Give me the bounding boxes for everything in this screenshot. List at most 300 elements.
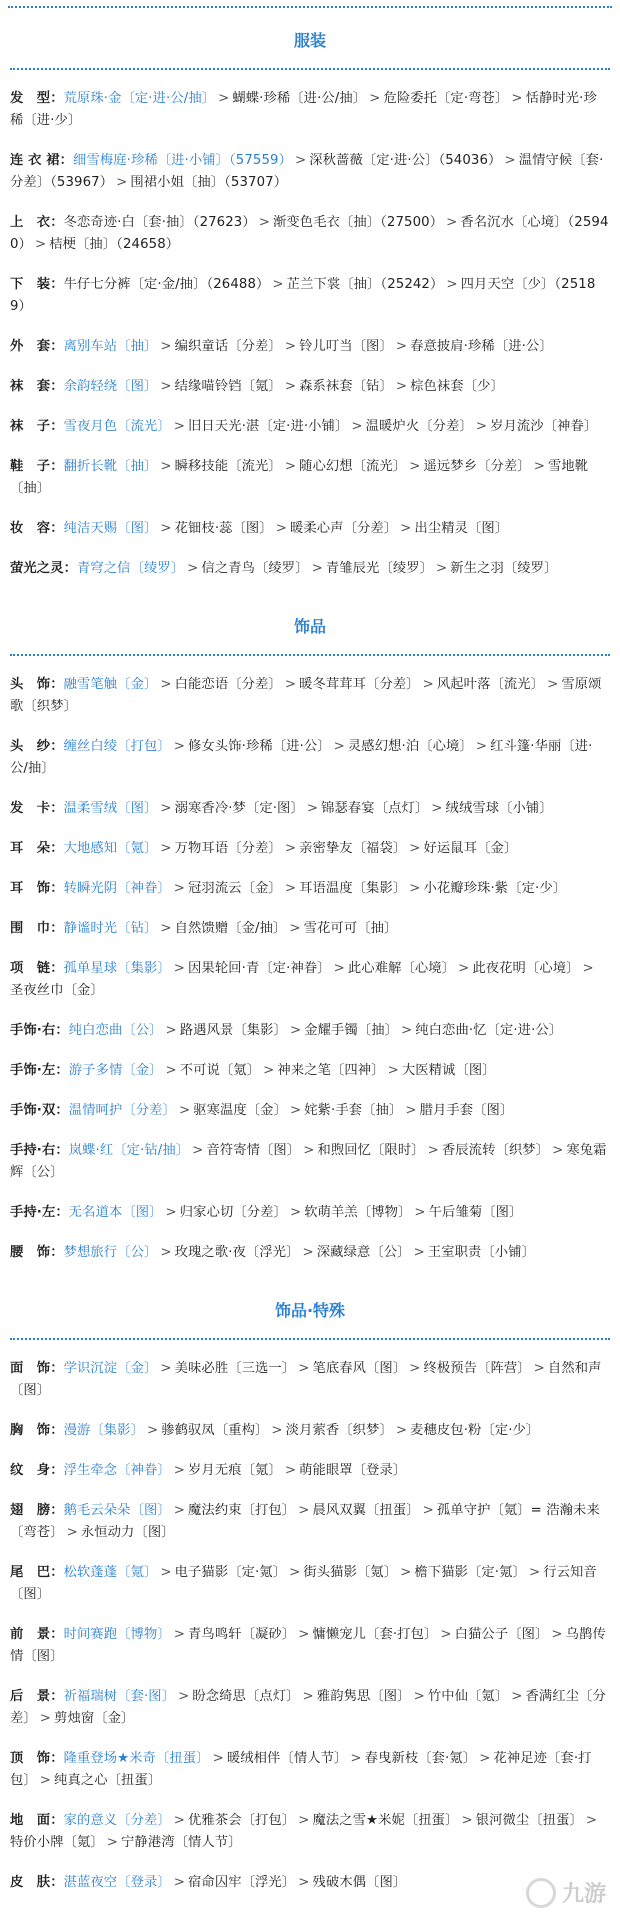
item-row bbox=[10, 958, 610, 1002]
item-row bbox=[10, 1100, 610, 1122]
arrow-separator-icon: > bbox=[160, 521, 172, 536]
item-row bbox=[10, 674, 610, 718]
item-name: 灵感幻想·泊〔心境〕 bbox=[347, 739, 473, 754]
arrow-separator-icon: > bbox=[272, 277, 284, 292]
item-link[interactable]: 学识沉淀〔金〕 bbox=[63, 1361, 158, 1376]
watermark-logo-icon bbox=[526, 1878, 556, 1908]
arrow-separator-icon: > bbox=[413, 1245, 425, 1260]
arrow-separator-icon: > bbox=[289, 1205, 302, 1220]
item-name: 芷兰下裳〔抽〕（25242） bbox=[286, 277, 444, 292]
arrow-separator-icon: > bbox=[409, 841, 421, 856]
item-name: 冠羽流云〔金〕 bbox=[188, 881, 282, 896]
arrow-separator-icon: > bbox=[192, 1143, 204, 1158]
arrow-separator-icon: > bbox=[263, 1063, 275, 1078]
site-watermark bbox=[526, 1877, 606, 1908]
item-name: 随心幻想〔流光〕 bbox=[299, 459, 407, 474]
arrow-separator-icon: > bbox=[284, 1463, 297, 1478]
item-name: 寒兔霜辉〔公〕 bbox=[10, 1143, 607, 1180]
item-name: 春意披肩·珍稀〔进·公〕 bbox=[410, 339, 553, 354]
arrow-separator-icon: > bbox=[422, 677, 434, 692]
arrow-separator-icon: > bbox=[258, 215, 271, 230]
item-name: 金耀手镯〔抽〕 bbox=[304, 1023, 398, 1038]
item-row bbox=[10, 1060, 610, 1082]
item-link[interactable]: 离别车站〔抽〕 bbox=[63, 339, 158, 354]
item-link[interactable]: 大地感知〔氪〕 bbox=[63, 841, 158, 856]
item-row bbox=[10, 558, 610, 580]
arrow-separator-icon: > bbox=[552, 1143, 564, 1158]
item-name: 软萌羊羔〔博物〕 bbox=[304, 1205, 412, 1220]
row-label: 地 面： bbox=[10, 1813, 64, 1828]
row-label: 耳 饰： bbox=[10, 881, 64, 896]
item-link[interactable]: 荒原珠·金〔定·进·公/抽〕 bbox=[63, 91, 216, 106]
item-row bbox=[10, 1020, 610, 1042]
arrow-separator-icon: > bbox=[303, 1143, 315, 1158]
item-link[interactable]: 家的意义〔分差〕 bbox=[63, 1813, 171, 1828]
row-label: 面 饰： bbox=[10, 1361, 64, 1376]
item-name: 冬恋奇迹·白〔套·抽〕（27623） bbox=[63, 215, 256, 230]
arrow-separator-icon: > bbox=[116, 175, 128, 190]
item-name: 蝴蝶·珍稀〔进·公/抽〕 bbox=[232, 91, 367, 106]
arrow-separator-icon: > bbox=[528, 1565, 541, 1580]
item-name: 午后雏菊〔图〕 bbox=[428, 1205, 523, 1220]
arrow-separator-icon: > bbox=[173, 1463, 186, 1478]
item-name: 乌鹊传情〔图〕 bbox=[10, 1627, 606, 1664]
item-name: 纯白恋曲·忆〔定·进·公〕 bbox=[415, 1023, 563, 1038]
arrow-separator-icon: > bbox=[173, 1813, 186, 1828]
arrow-separator-icon: > bbox=[302, 1689, 314, 1704]
item-name: 锦瑟春宴〔点灯〕 bbox=[321, 801, 429, 816]
item-name: 旧日天光·湛〔定·进·小铺〕 bbox=[188, 419, 349, 434]
arrow-separator-icon: > bbox=[298, 1361, 310, 1376]
item-name: 大医精诚〔图〕 bbox=[401, 1063, 496, 1078]
item-name: 雅韵隽思〔图〕 bbox=[316, 1689, 411, 1704]
section-divider bbox=[10, 1338, 610, 1340]
arrow-separator-icon: > bbox=[351, 419, 363, 434]
item-name: 银河微尘〔扭蛋〕 bbox=[475, 1813, 583, 1828]
section bbox=[0, 1282, 620, 1894]
row-label: 顶 饰： bbox=[10, 1751, 64, 1766]
arrow-separator-icon: > bbox=[289, 1565, 301, 1580]
item-name: 雪花可可〔抽〕 bbox=[303, 921, 398, 936]
arrow-separator-icon: > bbox=[284, 881, 297, 896]
item-row bbox=[10, 918, 610, 940]
arrow-separator-icon: > bbox=[146, 1423, 159, 1438]
item-link[interactable]: 湛蓝夜空〔登录〕 bbox=[63, 1875, 171, 1890]
item-link[interactable]: 游子多情〔金〕 bbox=[68, 1063, 163, 1078]
item-link[interactable]: 浮生牵念〔神眷〕 bbox=[63, 1463, 171, 1478]
item-name: 新生之羽〔绫罗〕 bbox=[450, 561, 558, 576]
arrow-separator-icon: > bbox=[160, 339, 172, 354]
item-row bbox=[10, 1686, 610, 1730]
arrow-separator-icon: > bbox=[173, 1503, 186, 1518]
row-label: 外 套： bbox=[10, 339, 64, 354]
section-title: 饰品 bbox=[293, 617, 326, 636]
arrow-separator-icon: > bbox=[271, 1423, 283, 1438]
item-row bbox=[10, 1872, 610, 1894]
arrow-separator-icon: > bbox=[160, 379, 172, 394]
section-title: 服装 bbox=[293, 31, 326, 50]
arrow-separator-icon: > bbox=[400, 521, 412, 536]
arrow-separator-icon: > bbox=[431, 801, 443, 816]
item-name: 不可说〔氪〕 bbox=[179, 1063, 261, 1078]
row-label: 头 纱： bbox=[10, 739, 64, 754]
arrow-separator-icon: > bbox=[395, 379, 408, 394]
arrow-separator-icon: > bbox=[173, 419, 186, 434]
row-label: 腰 饰： bbox=[10, 1245, 64, 1260]
arrow-separator-icon: > bbox=[436, 561, 448, 576]
item-name: 盼念绮思〔点灯〕 bbox=[192, 1689, 300, 1704]
row-label: 手持·右： bbox=[10, 1143, 69, 1158]
watermark-text: 九游 bbox=[561, 1882, 606, 1907]
item-link[interactable]: 细雪梅庭·珍稀〔进·小铺〕（57559） bbox=[73, 153, 293, 168]
arrow-separator-icon: > bbox=[165, 1205, 177, 1220]
arrow-separator-icon: > bbox=[298, 1813, 310, 1828]
row-label: 上 衣： bbox=[10, 215, 64, 230]
arrow-separator-icon: > bbox=[306, 801, 319, 816]
item-name: 香名沉水〔心境〕（25940） bbox=[10, 215, 609, 252]
row-label: 皮 肤： bbox=[10, 1875, 64, 1890]
item-name: 萌能眼罩〔登录〕 bbox=[299, 1463, 407, 1478]
arrow-separator-icon: > bbox=[289, 1103, 302, 1118]
item-link[interactable]: 融雪笔触〔金〕 bbox=[63, 677, 158, 692]
section bbox=[0, 12, 620, 580]
item-name: 修女头饰·珍稀〔进·公〕 bbox=[188, 739, 331, 754]
row-label: 耳 朵： bbox=[10, 841, 64, 856]
row-label: 头 饰： bbox=[10, 677, 64, 692]
item-name: 出尘精灵〔图〕 bbox=[414, 521, 509, 536]
row-label: 袜 套： bbox=[10, 379, 64, 394]
row-label: 发 卡： bbox=[10, 801, 64, 816]
row-label: 连 衣 裙： bbox=[10, 153, 74, 168]
item-name: 驱寒温度〔金〕 bbox=[193, 1103, 287, 1118]
arrow-separator-icon: > bbox=[160, 459, 172, 474]
item-name: 恬静时光·珍稀〔进·少〕 bbox=[10, 91, 597, 128]
arrow-separator-icon: > bbox=[475, 739, 488, 754]
item-link[interactable]: 松软蓬蓬〔氪〕 bbox=[63, 1565, 158, 1580]
arrow-separator-icon: > bbox=[165, 1023, 177, 1038]
item-name: 结缘喵铃铛〔氪〕 bbox=[174, 379, 282, 394]
item-row bbox=[10, 878, 610, 900]
arrow-separator-icon: > bbox=[39, 1773, 52, 1788]
item-name: 姹紫·手套〔抽〕 bbox=[304, 1103, 403, 1118]
item-link[interactable]: 余韵轻绕〔图〕 bbox=[63, 379, 158, 394]
arrow-separator-icon: > bbox=[409, 881, 421, 896]
arrow-separator-icon: > bbox=[284, 339, 297, 354]
arrow-separator-icon: > bbox=[173, 739, 186, 754]
row-label: 后 景： bbox=[10, 1689, 64, 1704]
arrow-separator-icon: > bbox=[585, 1813, 598, 1828]
item-link[interactable]: 温情呵护〔分差〕 bbox=[68, 1103, 176, 1118]
row-label: 鞋 子： bbox=[10, 459, 64, 474]
item-row bbox=[10, 274, 610, 318]
item-name: 暖柔心声〔分差〕 bbox=[289, 521, 398, 536]
item-name: 桔梗〔抽〕（24658） bbox=[49, 237, 180, 252]
item-name: 深秋蔷薇〔定·进·公〕（54036） bbox=[309, 153, 502, 168]
item-name: 魔法之雪★米妮〔扭蛋〕 bbox=[312, 1813, 459, 1828]
item-row bbox=[10, 1202, 610, 1224]
item-link[interactable]: 孤单星球〔集影〕 bbox=[63, 961, 171, 976]
item-row bbox=[10, 1140, 610, 1184]
arrow-separator-icon: > bbox=[401, 1023, 413, 1038]
item-name: 危险委托〔定·弯苍〕 bbox=[383, 91, 509, 106]
arrow-separator-icon: > bbox=[160, 801, 172, 816]
item-name: 万物耳语〔分差〕 bbox=[174, 841, 282, 856]
item-name: 和煦回忆〔限时〕 bbox=[317, 1143, 425, 1158]
item-name: 白能恋语〔分差〕 bbox=[174, 677, 282, 692]
item-name: 小花瓣珍珠·紫〔定·少〕 bbox=[423, 881, 567, 896]
item-name: 圣夜丝巾〔金〕 bbox=[10, 983, 104, 998]
item-link[interactable]: 梦想旅行〔公〕 bbox=[63, 1245, 158, 1260]
item-link[interactable]: 缠丝白绫〔打包〕 bbox=[63, 739, 171, 754]
item-name: 电子猫影〔定·氪〕 bbox=[174, 1565, 287, 1580]
arrow-separator-icon: > bbox=[160, 921, 172, 936]
item-name: 笔底春风〔图〕 bbox=[312, 1361, 407, 1376]
item-name: 晨风双翼〔扭蛋〕 bbox=[312, 1503, 420, 1518]
row-label: 翅 膀： bbox=[10, 1503, 64, 1518]
item-name: 棕色袜套〔少〕 bbox=[410, 379, 504, 394]
item-row bbox=[10, 1624, 610, 1668]
item-row bbox=[10, 1810, 610, 1854]
item-link[interactable]: 纯白恋曲〔公〕 bbox=[68, 1023, 163, 1038]
item-name: 因果轮回·青〔定·神眷〕 bbox=[188, 961, 331, 976]
item-link[interactable]: 静谧时光〔钻〕 bbox=[63, 921, 158, 936]
item-name: 自然和声〔图〕 bbox=[10, 1361, 602, 1398]
item-name: 永恒动力〔图〕 bbox=[80, 1525, 175, 1540]
item-name: 剪烛窗〔金〕 bbox=[54, 1711, 135, 1726]
item-name: 淡月萦香〔织梦〕 bbox=[285, 1423, 393, 1438]
item-name: 森系袜套〔钻〕 bbox=[299, 379, 393, 394]
item-name: 美味必胜〔三选一〕 bbox=[174, 1361, 296, 1376]
arrow-separator-icon: > bbox=[302, 1245, 314, 1260]
item-name: 麦穗皮包·粉〔定·少〕 bbox=[410, 1423, 540, 1438]
item-name: 优雅茶会〔打包〕 bbox=[188, 1813, 296, 1828]
item-row bbox=[10, 1460, 610, 1482]
item-name: 雪原颂歌〔织梦〕 bbox=[10, 677, 602, 714]
item-row bbox=[10, 1242, 610, 1264]
arrow-separator-icon: > bbox=[369, 91, 381, 106]
arrow-separator-icon: > bbox=[284, 841, 297, 856]
section-divider bbox=[10, 68, 610, 70]
section-divider bbox=[10, 654, 610, 656]
item-row bbox=[10, 736, 610, 780]
arrow-separator-icon: > bbox=[395, 339, 408, 354]
item-name: 四月天空〔少〕（25189） bbox=[10, 277, 596, 314]
section bbox=[0, 598, 620, 1264]
item-name: 宿命囚牢〔浮光〕 bbox=[188, 1875, 296, 1890]
row-label: 下 装： bbox=[10, 277, 64, 292]
item-row bbox=[10, 838, 610, 860]
arrow-separator-icon: > bbox=[547, 677, 559, 692]
arrow-separator-icon: > bbox=[395, 1423, 408, 1438]
arrow-separator-icon: > bbox=[311, 561, 323, 576]
item-row bbox=[10, 212, 610, 256]
item-name: 花神足迹〔套·打包〕 bbox=[10, 1751, 592, 1788]
item-name: 神来之笔〔四神〕 bbox=[277, 1063, 385, 1078]
arrow-separator-icon: > bbox=[284, 379, 297, 394]
item-name: 王室职责〔小铺〕 bbox=[427, 1245, 535, 1260]
arrow-separator-icon: > bbox=[66, 1525, 78, 1540]
arrow-separator-icon: > bbox=[446, 277, 458, 292]
item-name: 溺寒香冷·梦〔定·图〕 bbox=[174, 801, 304, 816]
item-link[interactable]: 温柔雪绒〔图〕 bbox=[63, 801, 158, 816]
arrow-separator-icon: > bbox=[284, 677, 297, 692]
item-name: 孤单守护〔氪〕= 浩瀚未来〔弯苍〕 bbox=[10, 1503, 600, 1540]
row-label: 项 链： bbox=[10, 961, 64, 976]
arrow-separator-icon: > bbox=[298, 1875, 310, 1890]
arrow-separator-icon: > bbox=[173, 1875, 186, 1890]
item-name: 魔法约束〔打包〕 bbox=[188, 1503, 296, 1518]
item-name: 风起叶落〔流光〕 bbox=[436, 677, 545, 692]
item-name: 温暖炉火〔分差〕 bbox=[365, 419, 473, 434]
arrow-separator-icon: > bbox=[34, 237, 47, 252]
row-label: 手持·左： bbox=[10, 1205, 69, 1220]
item-link[interactable]: 漫游〔集影〕 bbox=[63, 1423, 144, 1438]
item-name: 编织童话〔分差〕 bbox=[174, 339, 282, 354]
arrow-separator-icon: > bbox=[440, 1627, 452, 1642]
item-name: 青鸟鸣轩〔凝砂〕 bbox=[188, 1627, 296, 1642]
arrow-separator-icon: > bbox=[160, 1245, 172, 1260]
item-name: 特价小牌〔氪〕 bbox=[10, 1835, 104, 1850]
row-label: 胸 饰： bbox=[10, 1423, 64, 1438]
item-row bbox=[10, 88, 610, 132]
item-link[interactable]: 雪夜月色〔流光〕 bbox=[63, 419, 171, 434]
item-name: 瞬移技能〔流光〕 bbox=[174, 459, 282, 474]
arrow-separator-icon: > bbox=[173, 881, 186, 896]
row-label: 妆 容： bbox=[10, 521, 64, 536]
item-row bbox=[10, 1748, 610, 1792]
item-row bbox=[10, 150, 610, 194]
item-row bbox=[10, 456, 610, 500]
item-name: 残破木偶〔图〕 bbox=[312, 1875, 407, 1890]
arrow-separator-icon: > bbox=[173, 961, 186, 976]
item-name: 雪地靴〔抽〕 bbox=[10, 459, 589, 496]
item-name: 此夜花明〔心境〕 bbox=[472, 961, 580, 976]
arrow-separator-icon: > bbox=[178, 1103, 191, 1118]
item-link[interactable]: 无名道本〔图〕 bbox=[68, 1205, 163, 1220]
arrow-separator-icon: > bbox=[212, 1751, 224, 1766]
item-row bbox=[10, 1500, 610, 1544]
item-link[interactable]: 青穹之信〔绫罗〕 bbox=[76, 561, 185, 576]
item-name: 归家心切〔分差〕 bbox=[179, 1205, 287, 1220]
item-name: 香满红尘〔分差〕 bbox=[10, 1689, 606, 1726]
arrow-separator-icon: > bbox=[160, 841, 172, 856]
item-row bbox=[10, 518, 610, 540]
item-name: 此心难解〔心境〕 bbox=[347, 961, 456, 976]
item-name: 遥远梦乡〔分差〕 bbox=[423, 459, 531, 474]
item-link[interactable]: 岚蝶·红〔定·钻/抽〕 bbox=[68, 1143, 190, 1158]
item-link[interactable]: 时间赛跑〔博物〕 bbox=[63, 1627, 171, 1642]
arrow-separator-icon: > bbox=[160, 1565, 172, 1580]
top-divider bbox=[8, 6, 612, 8]
item-name: 街头猫影〔氪〕 bbox=[303, 1565, 398, 1580]
arrow-separator-icon: > bbox=[533, 459, 545, 474]
row-label: 手饰·右： bbox=[10, 1023, 69, 1038]
arrow-separator-icon: > bbox=[289, 1023, 302, 1038]
item-name: 花钿枝·蕊〔图〕 bbox=[174, 521, 273, 536]
item-link[interactable]: 隆重登场★米奇〔扭蛋〕 bbox=[63, 1751, 210, 1766]
row-label: 尾 巴： bbox=[10, 1565, 64, 1580]
arrow-separator-icon: > bbox=[295, 153, 307, 168]
item-name: 岁月无痕〔氪〕 bbox=[188, 1463, 282, 1478]
arrow-separator-icon: > bbox=[582, 961, 594, 976]
arrow-separator-icon: > bbox=[333, 961, 345, 976]
item-name: 青雏辰光〔绫罗〕 bbox=[325, 561, 434, 576]
item-name: 纯真之心〔扭蛋〕 bbox=[54, 1773, 162, 1788]
arrow-separator-icon: > bbox=[413, 1689, 425, 1704]
arrow-separator-icon: > bbox=[173, 1627, 186, 1642]
item-name: 牛仔七分裤〔定·金/抽〕（26488） bbox=[63, 277, 270, 292]
arrow-separator-icon: > bbox=[218, 91, 230, 106]
item-link[interactable]: 翻折长靴〔抽〕 bbox=[63, 459, 158, 474]
arrow-separator-icon: > bbox=[533, 1361, 545, 1376]
item-link[interactable]: 祈福瑞树〔套·图〕 bbox=[63, 1689, 176, 1704]
item-name: 铃儿叮当〔图〕 bbox=[299, 339, 393, 354]
item-name: 红斗篷·华丽〔进·公/抽〕 bbox=[10, 739, 593, 776]
arrow-separator-icon: > bbox=[446, 215, 458, 230]
arrow-separator-icon: > bbox=[458, 961, 470, 976]
item-link[interactable]: 纯洁天赐〔图〕 bbox=[63, 521, 158, 536]
item-row bbox=[10, 1420, 610, 1442]
arrow-separator-icon: > bbox=[178, 1689, 190, 1704]
arrow-separator-icon: > bbox=[409, 459, 421, 474]
arrow-separator-icon: > bbox=[160, 677, 172, 692]
arrow-separator-icon: > bbox=[409, 1361, 421, 1376]
row-label: 纹 身： bbox=[10, 1463, 64, 1478]
item-name: 岁月流沙〔神眷〕 bbox=[490, 419, 598, 434]
arrow-separator-icon: > bbox=[511, 1689, 523, 1704]
item-link[interactable]: 转瞬光阴〔神眷〕 bbox=[63, 881, 171, 896]
row-label: 手饰·双： bbox=[10, 1103, 69, 1118]
item-name: 温情守候〔套·分差〕（53967） bbox=[10, 153, 604, 190]
item-row bbox=[10, 1358, 610, 1402]
arrow-separator-icon: > bbox=[275, 521, 287, 536]
row-label: 手饰·左： bbox=[10, 1063, 69, 1078]
arrow-separator-icon: > bbox=[284, 459, 297, 474]
row-label: 萤光之灵： bbox=[10, 561, 77, 576]
arrow-separator-icon: > bbox=[422, 1503, 434, 1518]
item-name: 自然馈赠〔金/抽〕 bbox=[174, 921, 287, 936]
item-row bbox=[10, 416, 610, 438]
item-name: 玫瑰之歌·夜〔浮光〕 bbox=[174, 1245, 300, 1260]
item-link[interactable]: 鹅毛云朵朵〔图〕 bbox=[63, 1503, 171, 1518]
arrow-separator-icon: > bbox=[461, 1813, 473, 1828]
arrow-separator-icon: > bbox=[333, 739, 345, 754]
arrow-separator-icon: > bbox=[298, 1503, 310, 1518]
item-name: 春曳新枝〔套·氪〕 bbox=[364, 1751, 477, 1766]
item-name: 深藏绿意〔公〕 bbox=[316, 1245, 411, 1260]
item-name: 路遇风景〔集影〕 bbox=[179, 1023, 287, 1038]
item-name: 音符寄情〔图〕 bbox=[206, 1143, 301, 1158]
item-name: 檐下猫影〔定·氪〕 bbox=[414, 1565, 526, 1580]
item-name: 香辰流转〔织梦〕 bbox=[441, 1143, 550, 1158]
item-name: 竹中仙〔氪〕 bbox=[427, 1689, 509, 1704]
item-name: 耳语温度〔集影〕 bbox=[299, 881, 407, 896]
arrow-separator-icon: > bbox=[350, 1751, 362, 1766]
arrow-separator-icon: > bbox=[165, 1063, 177, 1078]
arrow-separator-icon: > bbox=[511, 91, 523, 106]
arrow-separator-icon: > bbox=[427, 1143, 439, 1158]
arrow-separator-icon: > bbox=[106, 1835, 119, 1850]
item-row bbox=[10, 376, 610, 398]
arrow-separator-icon: > bbox=[479, 1751, 491, 1766]
item-name: 慵懒宠儿〔套·打包〕 bbox=[312, 1627, 438, 1642]
arrow-separator-icon: > bbox=[160, 1361, 172, 1376]
arrow-separator-icon: > bbox=[504, 153, 516, 168]
row-label: 围 巾： bbox=[10, 921, 64, 936]
item-name: 好运鼠耳〔金〕 bbox=[423, 841, 518, 856]
arrow-separator-icon: > bbox=[405, 1103, 417, 1118]
arrow-separator-icon: > bbox=[400, 1565, 412, 1580]
